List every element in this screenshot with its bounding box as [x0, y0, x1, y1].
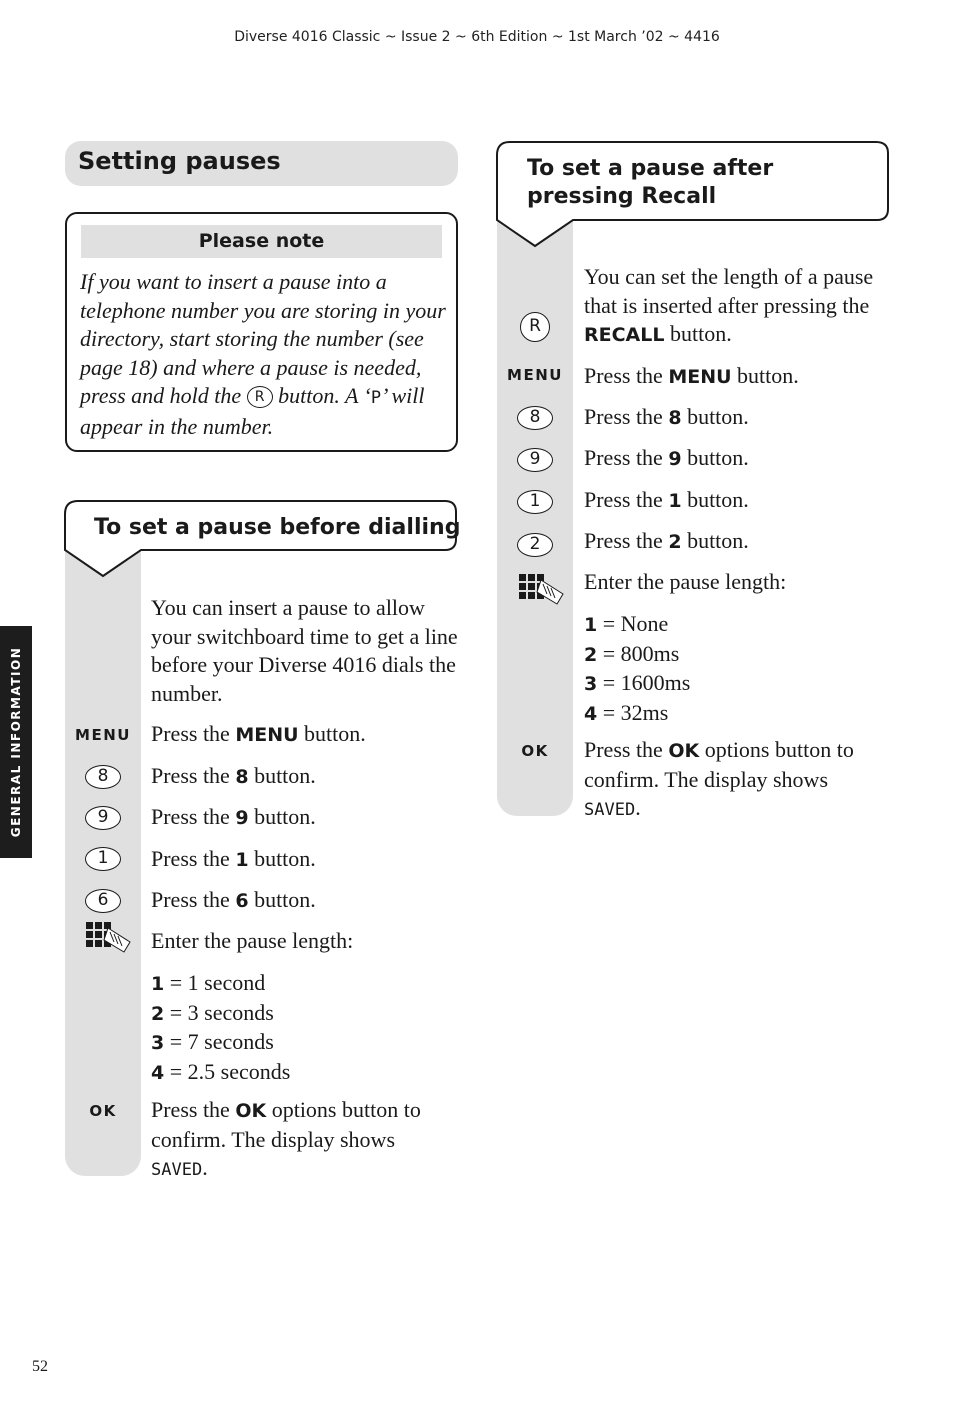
step-key-name: 2: [668, 531, 682, 553]
step-text: button.: [681, 487, 749, 512]
key-1-wrap: [65, 846, 141, 872]
key-1-wrap: [497, 489, 573, 515]
recall-key-icon: R: [520, 312, 550, 342]
key-6-wrap: [65, 888, 141, 914]
left-step-9: [151, 803, 316, 833]
step-key-name: OK: [235, 1100, 267, 1122]
left-options: [151, 969, 290, 1087]
step-text: Press the: [584, 528, 669, 553]
step-text: button.: [248, 763, 316, 788]
ok-key-icon: OK: [89, 1102, 117, 1120]
option-row: [584, 610, 690, 640]
step-text: Press the: [584, 737, 669, 762]
keypad-icon: [84, 920, 134, 954]
key-1-icon: 1: [517, 490, 553, 514]
step-key-name: 9: [668, 448, 682, 470]
option-num: 4: [151, 1061, 165, 1084]
option-num: 4: [584, 702, 598, 725]
keypad-icon: [517, 572, 567, 606]
side-tab-label: GENERAL INFORMATION: [9, 646, 23, 838]
right-step-8: [584, 403, 749, 433]
intro-text: You can set the length of a pause that is inserted after pressing the: [584, 264, 874, 318]
step-text: button.: [248, 804, 316, 829]
right-step-2: [584, 527, 749, 557]
key-8-icon: 8: [85, 765, 121, 789]
option-num: 2: [151, 1002, 165, 1025]
option-text: = 800ms: [597, 640, 680, 666]
step-key-name: MENU: [235, 724, 299, 746]
key-8-wrap: [65, 764, 141, 790]
step-text: options button to confirm. The display shows: [584, 737, 854, 792]
running-header: Diverse 4016 Classic ~ Issue 2 ~ 6th Edition ~ 1st March ’02 ~ 4416: [234, 29, 720, 45]
option-num: 1: [151, 973, 165, 995]
option-text: = 1600ms: [597, 670, 691, 695]
menu-key-icon: MENU: [75, 726, 131, 744]
left-step-1: [151, 845, 316, 875]
right-step-9: [584, 444, 749, 474]
option-row: [151, 999, 290, 1029]
note-text-after: ’ will appear in the number.: [80, 383, 425, 439]
step-text: Press the: [584, 363, 669, 388]
option-row: [151, 1058, 290, 1088]
intro-text: button.: [664, 321, 732, 346]
key-8-wrap: [497, 405, 573, 431]
step-key-name: 6: [235, 890, 249, 912]
step-text: .: [635, 795, 641, 820]
left-step-ok: [151, 1096, 451, 1185]
right-step-1: [584, 486, 749, 516]
section-side-tab: [0, 626, 32, 858]
step-key-name: 9: [235, 807, 249, 829]
display-text: SAVED: [151, 1160, 203, 1180]
key-9-wrap: [65, 805, 141, 831]
left-callout-title: To set a pause before dialling: [94, 515, 461, 540]
step-text: button.: [731, 363, 799, 388]
step-text: Press the: [151, 846, 236, 871]
step-key-name: 1: [668, 490, 682, 512]
recall-key-wrap: [497, 312, 573, 342]
ok-key-icon: OK: [521, 742, 549, 760]
option-text: = None: [597, 611, 669, 636]
step-text: button.: [248, 887, 316, 912]
right-options: [584, 610, 690, 728]
right-enter-text: Enter the pause length:: [584, 569, 787, 594]
note-text-middle: button. A ‘: [278, 383, 371, 408]
right-step-ok: [584, 736, 884, 825]
left-intro: You can insert a pause to allow your switchboard time to get a line before your Diverse 4016 dials the number.: [151, 595, 458, 706]
step-text: Press the: [151, 763, 236, 788]
recall-key-icon: R: [247, 386, 273, 408]
step-text: button.: [298, 721, 366, 746]
step-key-name: 8: [668, 407, 682, 429]
right-step-menu: [584, 362, 799, 392]
page-number: 52: [32, 1358, 48, 1375]
recall-key-name: RECALL: [584, 324, 665, 346]
step-text: options button to confirm. The display shows: [151, 1097, 421, 1152]
step-key-name: OK: [668, 740, 700, 762]
right-intro: [584, 263, 884, 350]
menu-key-icon: MENU: [507, 366, 563, 384]
option-row: [584, 699, 690, 729]
step-text: Press the: [151, 721, 236, 746]
left-enter-text: Enter the pause length:: [151, 928, 354, 953]
key-9-icon: 9: [85, 806, 121, 830]
option-row: [584, 669, 690, 699]
key-9-wrap: [497, 447, 573, 473]
step-text: Press the: [151, 887, 236, 912]
step-text: Press the: [151, 1097, 236, 1122]
note-text-before: If you want to insert a pause into a telephone number you are storing in your directory, start storing the number (see page 18) and where a pause is needed, press and hold the: [80, 269, 446, 408]
step-text: Press the: [584, 445, 669, 470]
key-2-icon: 2: [517, 533, 553, 557]
note-text: [80, 268, 448, 441]
option-text: = 3 seconds: [164, 999, 274, 1025]
left-step-6: [151, 886, 316, 916]
option-text: = 2.5 seconds: [164, 1058, 291, 1084]
option-row: [151, 1028, 290, 1058]
step-text: button.: [681, 528, 749, 553]
step-text: Press the: [151, 804, 236, 829]
left-step-8: [151, 762, 316, 792]
step-text: Press the: [584, 487, 669, 512]
left-step-menu: [151, 720, 366, 750]
step-text: button.: [681, 404, 749, 429]
step-key-name: 8: [235, 766, 249, 788]
please-note-box: [65, 212, 458, 452]
key-2-wrap: [497, 532, 573, 558]
option-row: [151, 969, 290, 999]
option-num: 1: [584, 614, 598, 636]
key-9-icon: 9: [517, 448, 553, 472]
key-8-icon: 8: [517, 406, 553, 430]
option-num: 2: [584, 643, 598, 666]
step-text: button.: [681, 445, 749, 470]
note-title: Please note: [81, 225, 442, 258]
step-key-name: MENU: [668, 366, 732, 388]
option-num: 3: [151, 1032, 165, 1054]
step-text: Press the: [584, 404, 669, 429]
section-title: Setting pauses: [65, 141, 458, 186]
display-char: P: [370, 388, 382, 408]
option-num: 3: [584, 673, 598, 695]
display-text: SAVED: [584, 800, 636, 820]
option-row: [584, 640, 690, 670]
option-text: = 7 seconds: [164, 1029, 274, 1054]
step-key-name: 1: [235, 849, 249, 871]
option-text: = 1 second: [164, 970, 266, 995]
step-text: .: [202, 1155, 208, 1180]
step-text: button.: [248, 846, 316, 871]
key-1-icon: 1: [85, 847, 121, 871]
key-6-icon: 6: [85, 889, 121, 913]
option-text: = 32ms: [597, 699, 669, 725]
right-callout-title: To set a pause after pressing Recall: [527, 156, 774, 209]
